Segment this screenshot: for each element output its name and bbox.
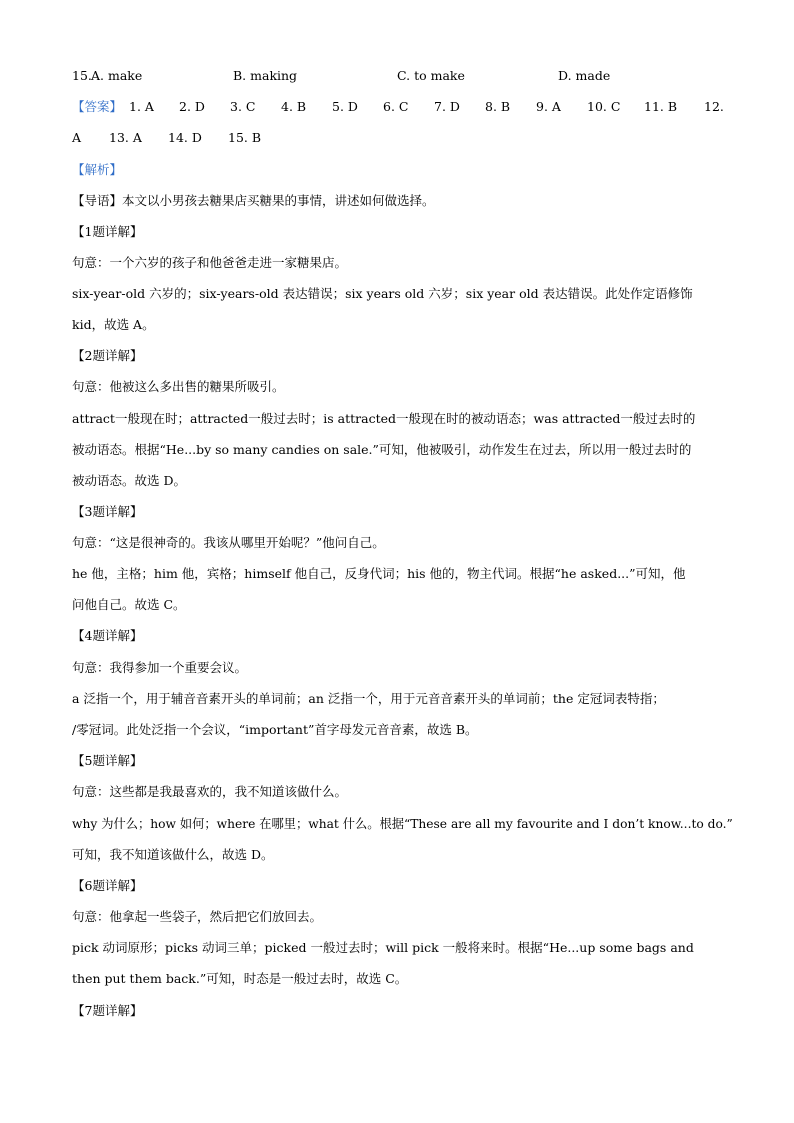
analysis-label: 【解析】 xyxy=(72,162,123,177)
answer-item: A xyxy=(72,130,82,145)
section-heading: 【4题详解】 xyxy=(72,628,143,643)
answer-item: 8. B xyxy=(485,99,511,114)
section-line: 句意：我得参加一个重要会议。 xyxy=(72,660,248,675)
answer-item: 13. A xyxy=(109,130,142,145)
answer-item: 11. B xyxy=(644,99,678,114)
section-line: 句意：他被这么多出售的糖果所吸引。 xyxy=(72,379,285,394)
answer-item: 14. D xyxy=(168,130,202,145)
answer-label: 【答案】 xyxy=(72,99,123,114)
option-b: B. making xyxy=(233,68,298,83)
section-line: 问他自己。故选 C。 xyxy=(72,597,186,612)
section-line: then put them back.”可知，时态是一般过去时，故选 C。 xyxy=(72,971,408,986)
section-heading: 【7题详解】 xyxy=(72,1003,143,1018)
section-line: /零冠词。此处泛指一个会议，“important”首字母发元音音素，故选 B。 xyxy=(72,722,478,737)
answer-item: 3. C xyxy=(230,99,256,114)
section-line: why 为什么；how 如何；where 在哪里；what 什么。根据“These are all my favourite and I don’t know...to do.” xyxy=(72,817,733,831)
answer-item: 7. D xyxy=(434,99,460,114)
answer-item: 9. A xyxy=(536,99,561,114)
section-line: 句意：一个六岁的孩子和他爸爸走进一家糖果店。 xyxy=(72,255,348,270)
answer-item: 12. xyxy=(704,99,724,114)
answer-item: 6. C xyxy=(383,99,409,114)
section-line: a 泛指一个，用于辅音音素开头的单词前；an 泛指一个，用于元音音素开头的单词前；the 定冠词表特指； xyxy=(72,691,665,706)
answer-item: 15. B xyxy=(228,130,262,145)
section-line: 句意：他拿起一些袋子，然后把它们放回去。 xyxy=(72,909,323,924)
section-line: attract一般现在时；attracted一般过去时；is attracted一般现在时的被动语态；was attracted一般过去时的 xyxy=(72,411,696,426)
section-line: 被动语态。根据“He...by so many candies on sale.”可知，他被吸引，动作发生在过去，所以用一般过去时的 xyxy=(72,442,692,457)
section-line: 可知，我不知道该做什么，故选 D。 xyxy=(72,847,274,862)
section-line: he 他，主格；him 他，宾格；himself 他自己，反身代词；his 他的，物主代词。根据“he asked...”可知，他 xyxy=(72,566,686,581)
answer-item: 10. C xyxy=(587,99,621,114)
section-line: 句意：“这是很神奇的。我该从哪里开始呢？”他问自己。 xyxy=(72,535,385,550)
guide-text: 【导语】本文以小男孩去糖果店买糖果的事情，讲述如何做选择。 xyxy=(72,193,435,208)
answer-item: 5. D xyxy=(332,99,358,114)
section-line: 被动语态。故选 D。 xyxy=(72,473,186,488)
section-line: 句意：这些都是我最喜欢的，我不知道该做什么。 xyxy=(72,784,348,799)
section-line: kid，故选 A。 xyxy=(72,317,155,332)
section-line: six-year-old 六岁的；six-years-old 表达错误；six years old 六岁；six year old 表达错误。此处作定语修饰 xyxy=(72,286,693,301)
section-heading: 【1题详解】 xyxy=(72,224,143,239)
question-number: 15. xyxy=(72,68,92,83)
section-heading: 【3题详解】 xyxy=(72,504,143,519)
section-heading: 【2题详解】 xyxy=(72,348,143,363)
section-line: pick 动词原形；picks 动词三单；picked 一般过去时；will pick 一般将来时。根据“He...up some bags and xyxy=(72,940,694,955)
option-c: C. to make xyxy=(397,68,465,83)
answer-item: 2. D xyxy=(179,99,205,114)
option-a: A. make xyxy=(91,68,143,83)
answer-item: 4. B xyxy=(281,99,307,114)
section-heading: 【5题详解】 xyxy=(72,753,143,768)
section-heading: 【6题详解】 xyxy=(72,878,143,893)
answer-item: 1. A xyxy=(129,99,154,114)
option-d: D. made xyxy=(558,68,611,83)
